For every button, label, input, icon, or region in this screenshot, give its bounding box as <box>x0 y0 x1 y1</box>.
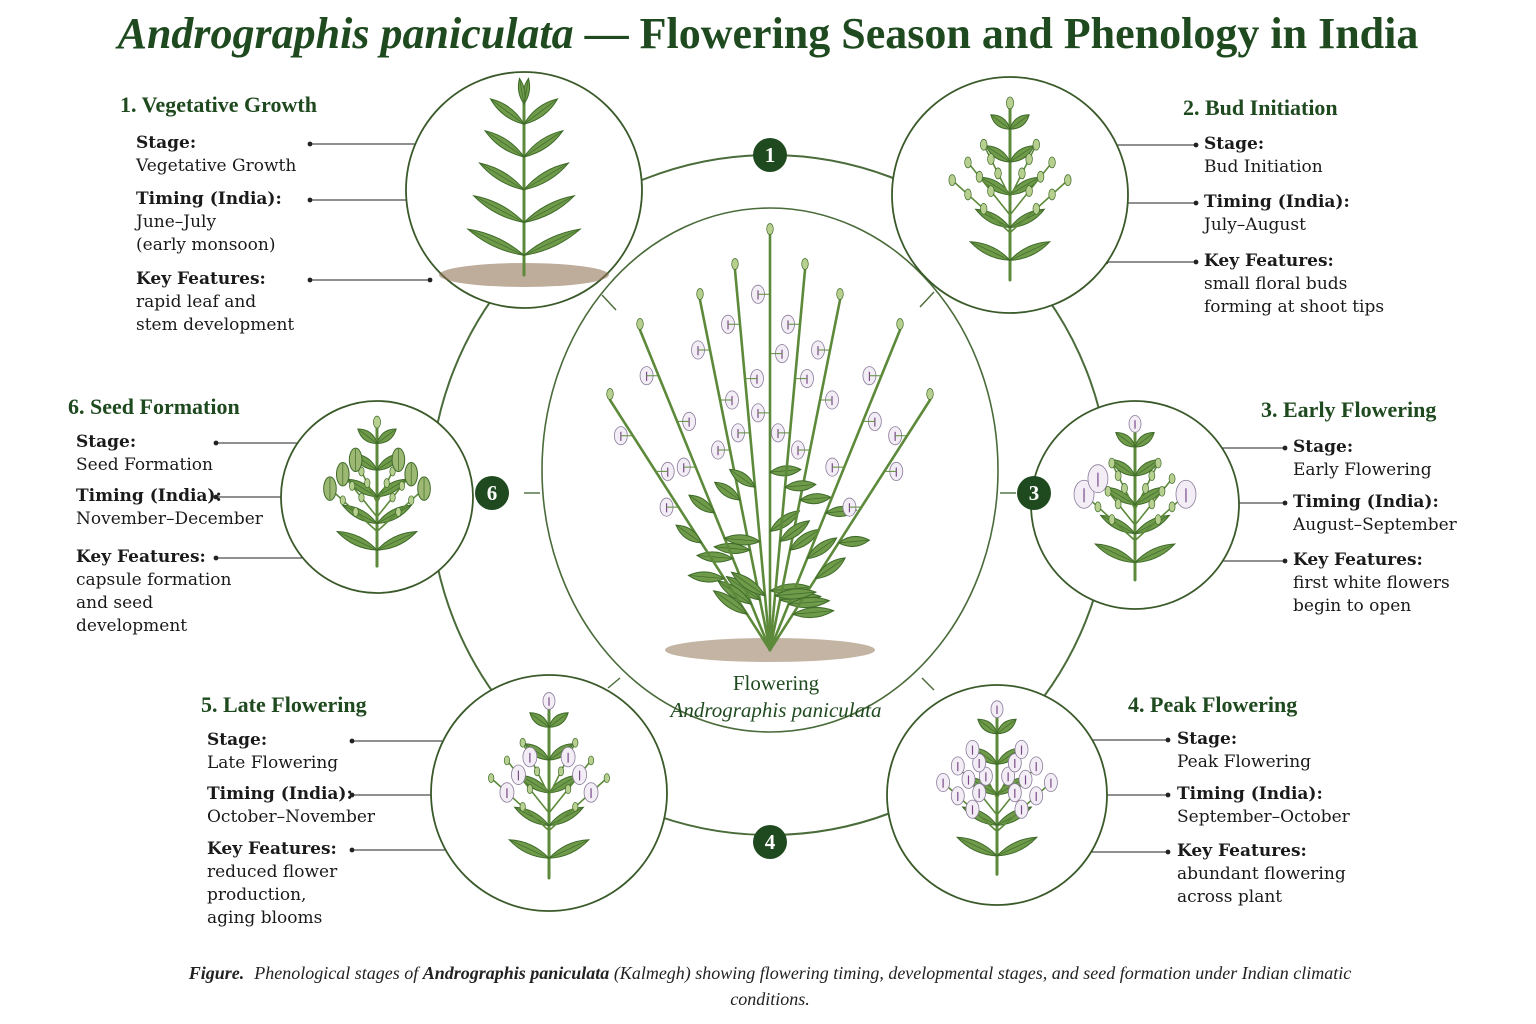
plant-early-part-1-0 <box>1155 515 1161 525</box>
center-tip-4 <box>897 319 904 330</box>
field-value-features-0: reduced flower <box>207 862 338 882</box>
stage-timing-late <box>207 783 375 829</box>
stage-stage-peak <box>1177 728 1311 774</box>
center-tip-6 <box>927 389 934 400</box>
plant-bud-part-4-2 <box>980 139 987 150</box>
plant-bud-part-5-1 <box>1026 154 1033 165</box>
field-label-stage: Stage: <box>136 133 197 153</box>
plant-early-part-0-0 <box>1109 515 1115 525</box>
plant-bud-part-1-2 <box>1065 175 1072 186</box>
stage-timing-seed <box>76 485 263 531</box>
title-species: Andrographis paniculata <box>117 9 574 58</box>
stage-features-seed <box>76 546 231 638</box>
field-value-stage-0: Vegetative Growth <box>136 156 297 176</box>
plant-seed-part-3-0 <box>390 493 395 502</box>
plant-late-part-3-2 <box>588 756 593 765</box>
field-value-timing-0: September–October <box>1177 807 1350 827</box>
field-value-features-1: stem development <box>136 315 295 335</box>
plant-bud-part-2-0 <box>988 186 995 197</box>
field-value-timing-1: (early monsoon) <box>136 235 276 255</box>
medallion-vegetative <box>406 72 642 308</box>
plant-early-part-0-1 <box>1095 502 1101 512</box>
plant-late-part-5-0 <box>558 767 563 776</box>
field-label-timing: Timing (India): <box>76 486 222 506</box>
plant-late-part-5-2 <box>573 738 578 747</box>
plant-bud-tip <box>1006 97 1013 109</box>
title-rest: — Flowering Season and Phenology in India <box>573 9 1419 58</box>
badge-3 <box>1017 476 1051 510</box>
plant-early-part-3-1 <box>1159 486 1165 496</box>
badge-6 <box>475 476 509 510</box>
leader-dot-peak-2 <box>1166 850 1171 855</box>
leader-dot-early-1 <box>1283 501 1288 506</box>
field-value-timing-0: October–November <box>207 807 376 827</box>
stage-features-vegetative <box>136 268 294 337</box>
field-label-features: Key Features: <box>1204 251 1334 271</box>
center-caption-species: Andrographis paniculata <box>670 698 882 722</box>
field-value-features-1: forming at shoot tips <box>1204 297 1385 317</box>
field-label-features: Key Features: <box>76 547 206 567</box>
stage-title-early: 3. Early Flowering <box>1261 397 1437 422</box>
plant-bud-part-3-2 <box>1049 157 1056 168</box>
leader-dot-peak-0 <box>1166 738 1171 743</box>
plant-seed-part-2-1 <box>349 481 354 490</box>
stage-stage-seed <box>76 431 213 477</box>
field-value-features-1: begin to open <box>1293 596 1412 616</box>
stage-title-bud: 2. Bud Initiation <box>1183 95 1338 120</box>
stage-title-seed: 6. Seed Formation <box>68 394 240 419</box>
plant-late-part-4-0 <box>534 767 539 776</box>
plant-bud-part-1-0 <box>1033 203 1040 214</box>
field-value-features-1: production, <box>207 885 307 905</box>
figure-caption <box>150 960 1390 1012</box>
stage-stage-bud <box>1204 133 1323 179</box>
plant-bud-part-2-2 <box>965 157 972 168</box>
plant-seed-part-1-1 <box>409 496 414 505</box>
badge-1 <box>753 138 787 172</box>
field-value-stage-0: Early Flowering <box>1293 460 1432 480</box>
leader-dot-vegetative-2 <box>308 278 313 283</box>
plant-early-part-5-1 <box>1149 471 1155 481</box>
stage-title-peak: 4. Peak Flowering <box>1128 692 1298 717</box>
plant-seed-tip <box>373 416 380 428</box>
field-value-features-0: small floral buds <box>1204 274 1348 294</box>
plant-early-part-1-1 <box>1169 502 1175 512</box>
stage-features-early <box>1293 549 1450 618</box>
plant-early-part-3-2 <box>1169 474 1175 484</box>
plant-bud-part-2-1 <box>976 171 983 182</box>
field-value-features-2: development <box>76 616 188 636</box>
plant-bud-part-0-0 <box>980 203 987 214</box>
leader-dot-vegetative-1 <box>308 198 313 203</box>
stage-stage-vegetative <box>136 132 296 178</box>
center-tip-1 <box>697 289 704 300</box>
center-caption-line1: Flowering <box>732 671 820 695</box>
stage-features-bud <box>1204 250 1384 319</box>
field-value-timing-0: June–July <box>136 212 217 232</box>
field-value-timing-0: November–December <box>76 509 263 529</box>
badge-label-3: 3 <box>1028 481 1040 505</box>
plant-early-part-4-2 <box>1109 458 1115 468</box>
field-value-stage-0: Seed Formation <box>76 455 213 475</box>
field-label-timing: Timing (India): <box>1204 192 1350 212</box>
stage-stage-late <box>207 729 338 775</box>
plant-late-part-0-2 <box>488 774 493 783</box>
plant-early-part-3-0 <box>1149 499 1155 509</box>
field-value-features-0: abundant flowering <box>1177 864 1346 884</box>
leader-dot-late-2 <box>350 848 355 853</box>
leader-dot-bud-2 <box>1194 260 1199 265</box>
stage-features-peak <box>1177 840 1346 909</box>
plant-seed-part-0-1 <box>340 496 345 505</box>
field-value-features-2: aging blooms <box>207 908 323 928</box>
plant-bud-part-0-1 <box>965 189 972 200</box>
medallion-bud <box>892 77 1128 313</box>
center-tip-2 <box>837 289 844 300</box>
stage-timing-vegetative <box>136 188 282 257</box>
leader-dot-early-0 <box>1283 446 1288 451</box>
center-tip-5 <box>607 389 614 400</box>
center-tip-7 <box>732 259 739 270</box>
center-tip-0 <box>767 224 774 235</box>
plant-seed-part-1-0 <box>396 507 401 516</box>
caption-post: (Kalmegh) showing flowering timing, developmental stages, and seed formation under Indian climatic conditions. <box>609 963 1352 1009</box>
stage-features-late <box>207 838 337 930</box>
plant-early-part-4-1 <box>1115 471 1121 481</box>
center-caption <box>616 670 936 724</box>
field-label-timing: Timing (India): <box>207 784 353 804</box>
plant-seed-part-2-0 <box>359 493 364 502</box>
plant-early-part-5-2 <box>1155 458 1161 468</box>
stage-stage-early <box>1293 436 1432 482</box>
plant-bud-part-1-1 <box>1049 189 1056 200</box>
badge-label-6: 6 <box>486 481 498 505</box>
badge-label-1: 1 <box>764 143 776 167</box>
field-label-timing: Timing (India): <box>136 189 282 209</box>
leader-dot-seed-0 <box>214 441 219 446</box>
stage-timing-early <box>1293 491 1457 537</box>
center-tip-3 <box>637 319 644 330</box>
field-label-stage: Stage: <box>1293 437 1354 457</box>
center-tip-8 <box>802 259 809 270</box>
field-label-stage: Stage: <box>207 730 268 750</box>
field-value-timing-0: July–August <box>1204 215 1306 235</box>
plant-late-part-4-2 <box>520 738 525 747</box>
plant-late-part-2-2 <box>504 756 509 765</box>
plant-bud-part-3-1 <box>1037 171 1044 182</box>
plant-seed-part-0-0 <box>353 507 358 516</box>
field-label-features: Key Features: <box>1177 841 1307 861</box>
field-label-features: Key Features: <box>207 839 337 859</box>
field-label-features: Key Features: <box>136 269 266 289</box>
field-value-features-1: across plant <box>1177 887 1283 907</box>
medallion-seed <box>281 401 473 593</box>
field-value-stage-0: Bud Initiation <box>1204 157 1323 177</box>
caption-pre: Phenological stages of <box>254 963 423 983</box>
field-value-features-0: first white flowers <box>1293 573 1450 593</box>
plant-seed-part-3-1 <box>399 481 404 490</box>
plant-bud-part-3-0 <box>1026 186 1033 197</box>
field-label-features: Key Features: <box>1293 550 1423 570</box>
field-label-stage: Stage: <box>76 432 137 452</box>
plant-early-part-4-0 <box>1121 483 1127 493</box>
stage-title-late: 5. Late Flowering <box>201 692 367 717</box>
leader-end-vegetative-2 <box>428 278 433 283</box>
plant-late-part-2-0 <box>527 785 532 794</box>
field-label-stage: Stage: <box>1204 134 1265 154</box>
plant-late-part-1-2 <box>604 774 609 783</box>
caption-species: Andrographis paniculata <box>422 963 610 983</box>
stage-timing-bud <box>1204 191 1350 237</box>
medallion-early <box>1028 401 1239 609</box>
badge-label-4: 4 <box>764 830 776 854</box>
leader-dot-bud-0 <box>1194 143 1199 148</box>
plant-seed-part-4-0 <box>365 479 370 488</box>
plant-bud-part-5-2 <box>1033 139 1040 150</box>
field-label-stage: Stage: <box>1177 729 1238 749</box>
plant-bud-part-4-1 <box>988 154 995 165</box>
plant-late-part-0-0 <box>520 802 525 811</box>
plant-bud-part-0-2 <box>949 175 956 186</box>
plant-late-part-3-0 <box>565 785 570 794</box>
field-value-features-1: and seed <box>76 593 154 613</box>
plant-bud-part-4-0 <box>995 168 1002 179</box>
leader-dot-vegetative-0 <box>308 142 313 147</box>
field-value-features-0: capsule formation <box>76 570 232 590</box>
field-label-timing: Timing (India): <box>1177 784 1323 804</box>
field-value-features-0: rapid leaf and <box>136 292 257 312</box>
badge-4 <box>753 825 787 859</box>
stage-timing-peak <box>1177 783 1350 829</box>
plant-late-part-1-0 <box>573 802 578 811</box>
plant-bud-part-5-0 <box>1019 168 1026 179</box>
leader-dot-late-0 <box>350 739 355 744</box>
leader-dot-bud-1 <box>1194 201 1199 206</box>
leader-dot-peak-1 <box>1166 793 1171 798</box>
plant-early-part-5-0 <box>1143 483 1149 493</box>
plant-seed-part-5-0 <box>384 479 389 488</box>
field-label-timing: Timing (India): <box>1293 492 1439 512</box>
caption-fig-label: Figure. <box>188 963 245 983</box>
field-value-stage-0: Late Flowering <box>207 753 339 773</box>
field-value-stage-0: Peak Flowering <box>1177 752 1312 772</box>
stage-title-vegetative: 1. Vegetative Growth <box>120 92 317 117</box>
field-value-timing-0: August–September <box>1293 515 1457 535</box>
leader-dot-early-2 <box>1283 559 1288 564</box>
plant-early-part-2-0 <box>1115 499 1121 509</box>
